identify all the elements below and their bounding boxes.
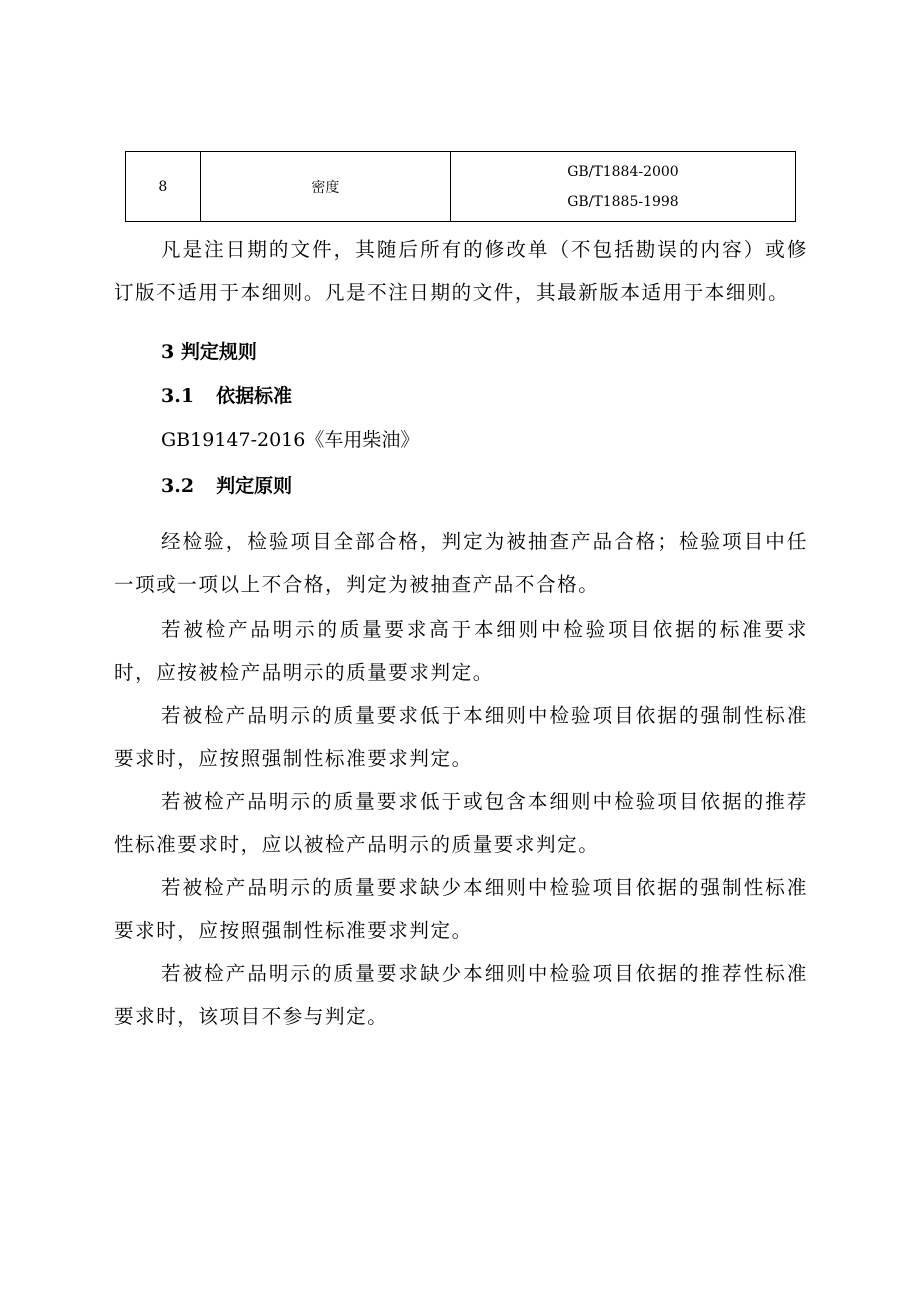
subsection-heading-3-2: [161, 471, 292, 501]
subsection-title: 依据标准: [216, 385, 293, 407]
rule-paragraph: 若被检产品明示的质量要求低于本细则中检验项目依据的强制性标准要求时，应按照强制性标准要求判定。: [114, 704, 808, 770]
table-row: [126, 152, 796, 222]
rule-paragraph: 若被检产品明示的质量要求低于或包含本细则中检验项目依据的推荐性标准要求时，应以被检产品明示的质量要求判定。: [114, 790, 808, 856]
rule-paragraph: 若被检产品明示的质量要求高于本细则中检验项目依据的标准要求时，应按被检产品明示的质量要求判定。: [114, 618, 808, 684]
subsection-number: 3.1: [161, 385, 195, 407]
test-item-cell: 密度: [200, 152, 450, 222]
subsection-number: 3.2: [161, 475, 195, 497]
subsection-title: 判定原则: [216, 475, 293, 497]
standards-table: [125, 151, 796, 222]
rule-paragraph: 经检验，检验项目全部合格，判定为被抽查产品合格；检验项目中任一项或一项以上不合格，判定为被抽查产品不合格。: [114, 530, 808, 596]
standard-code: GB/T1885-1998: [567, 193, 679, 210]
reference-standard: GB19147-2016《车用柴油》: [161, 429, 420, 451]
standard-code: GB/T1884-2000: [567, 163, 679, 180]
rule-paragraph: 若被检产品明示的质量要求缺少本细则中检验项目依据的推荐性标准要求时，该项目不参与判定。: [114, 962, 808, 1028]
subsection-heading-3-1: [161, 381, 292, 411]
dated-references-note: 凡是注日期的文件，其随后所有的修改单（不包括勘误的内容）或修订版不适用于本细则。凡是不注日期的文件，其最新版本适用于本细则。: [114, 238, 808, 304]
rule-paragraph: 若被检产品明示的质量要求缺少本细则中检验项目依据的强制性标准要求时，应按照强制性标准要求判定。: [114, 876, 808, 942]
standard-cell: [450, 152, 795, 222]
row-number-cell: 8: [126, 152, 201, 222]
section-heading: 3 判定规则: [161, 341, 257, 363]
